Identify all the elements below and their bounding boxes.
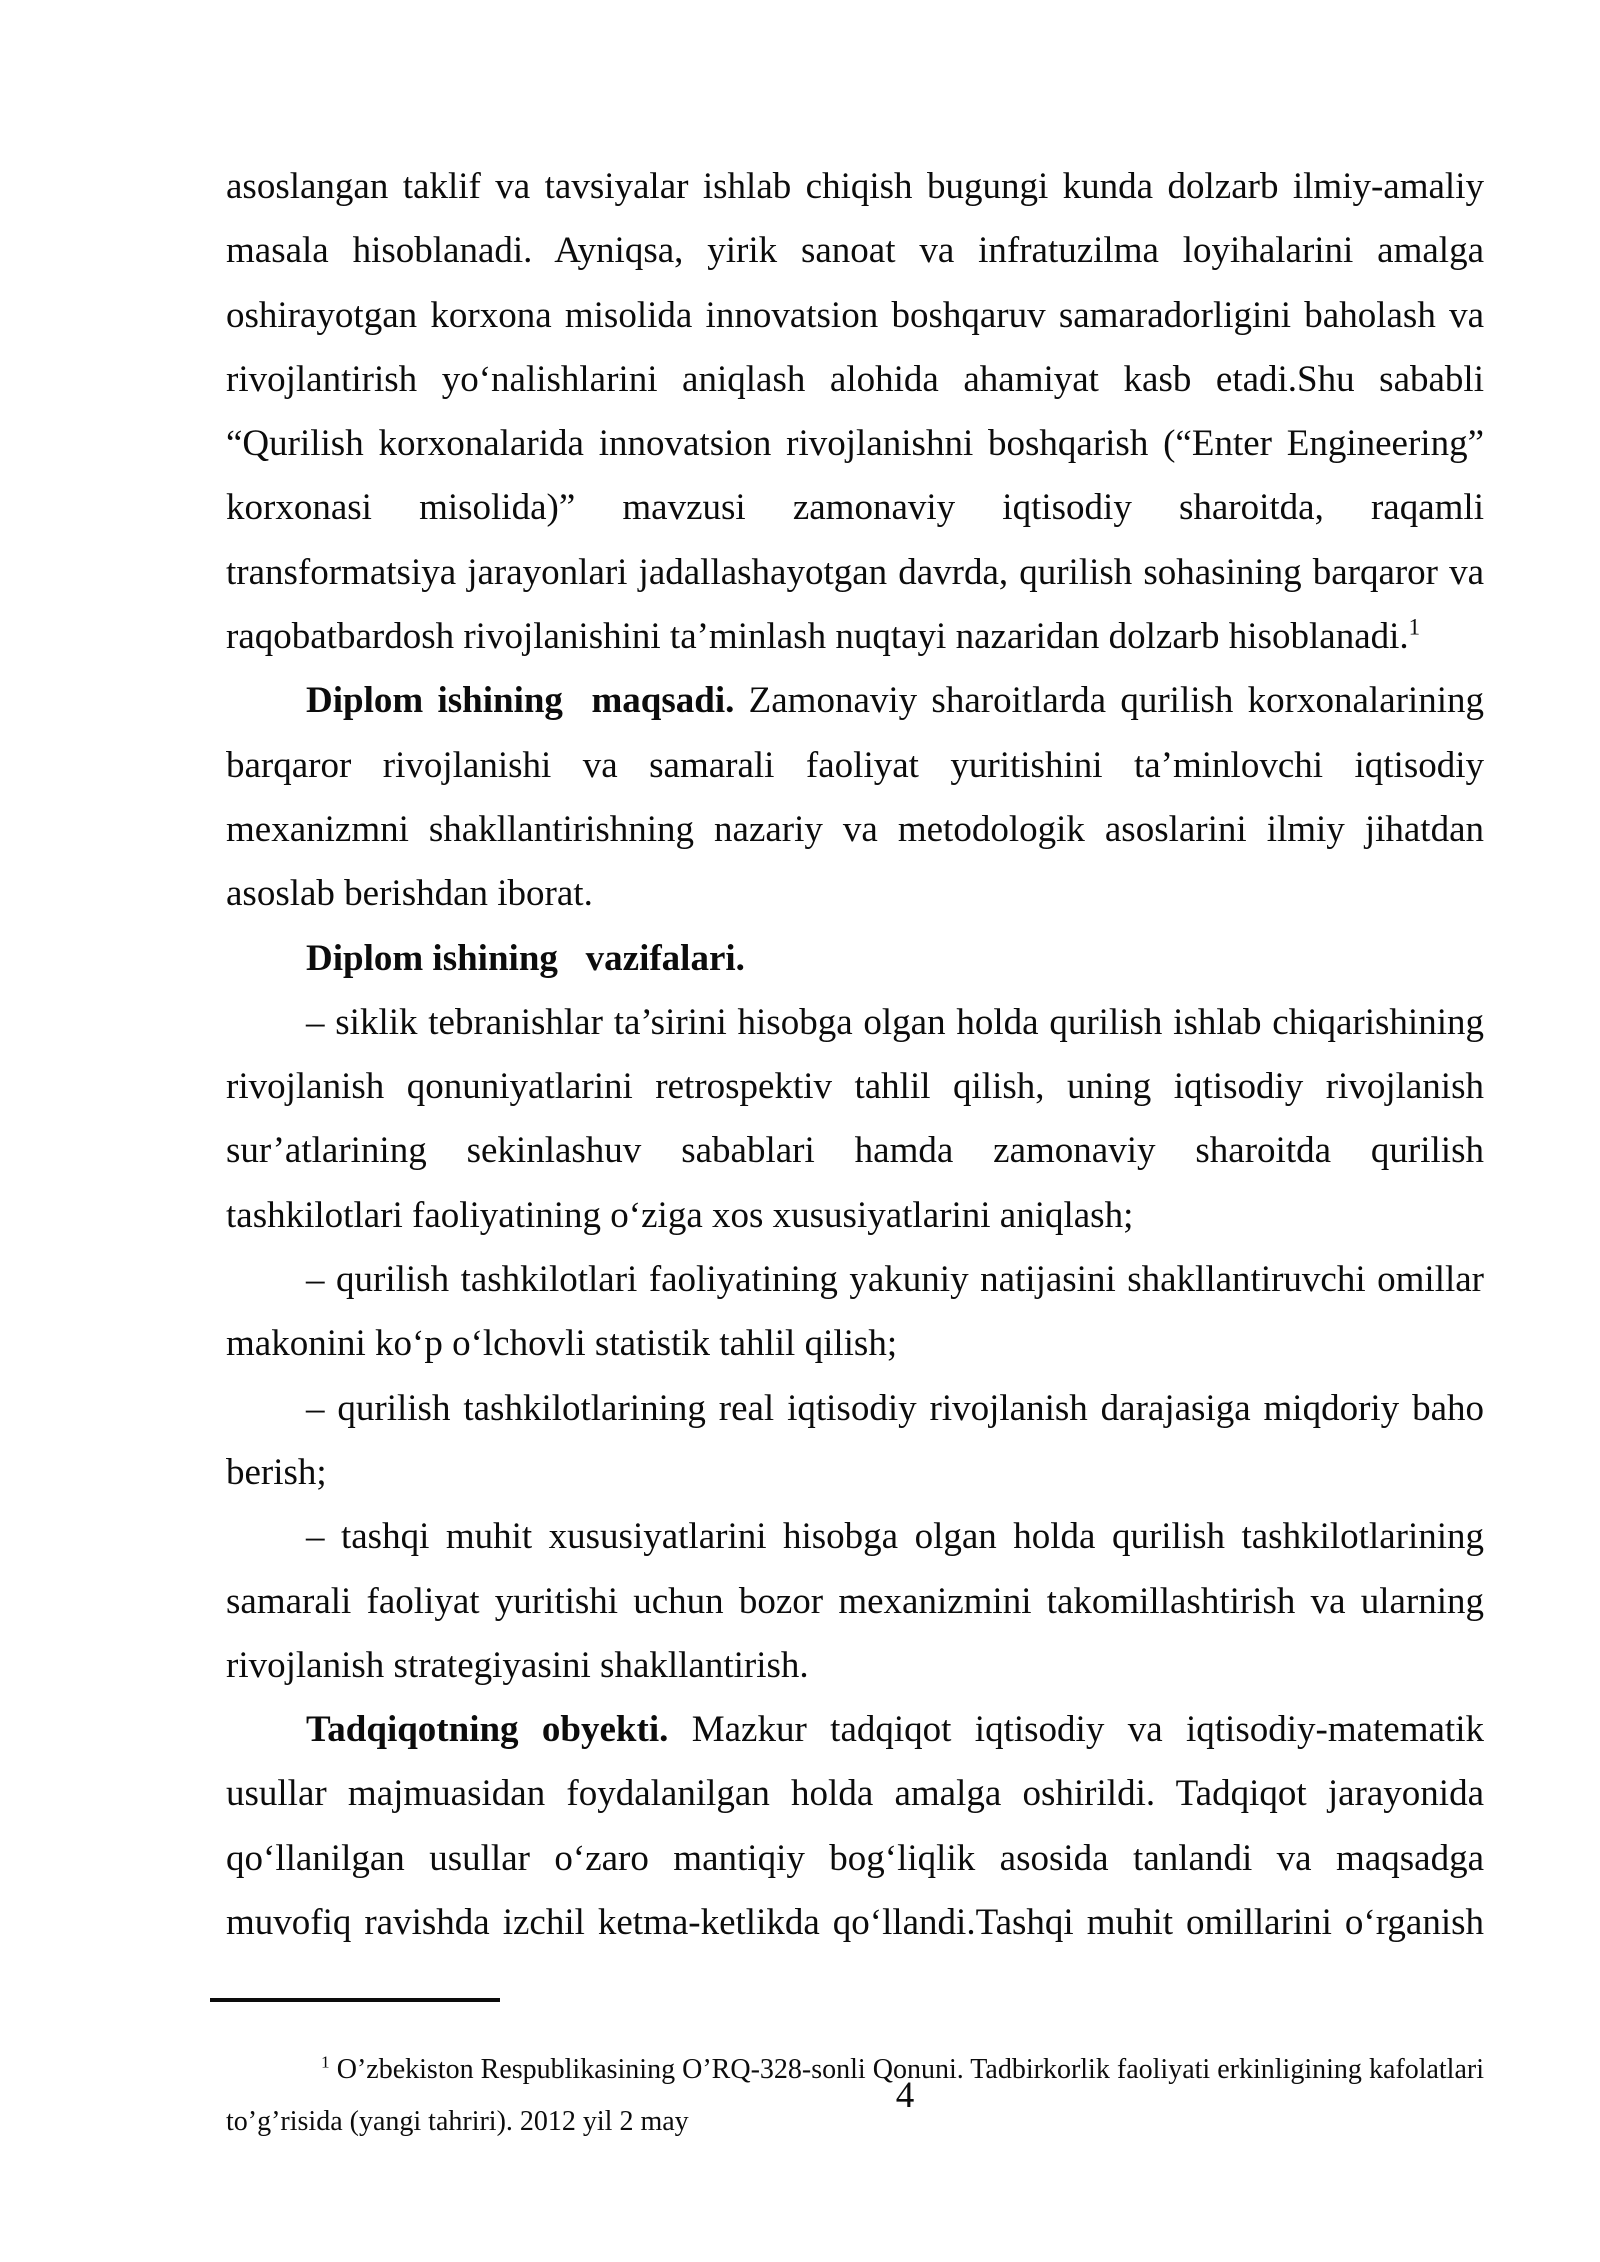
heading-vazifalari: Diplom ishining vazifalari.: [306, 937, 745, 979]
paragraph-text: – tashqi muhit xususiyatlarini hisobga olgan holda qurilish tashkilotlarining samarali faoliyat yuritishi uchun bozor mexanizmini takomillashtirish va ularning rivojlanish strategiyasini shakllantirish.: [226, 1516, 1484, 1686]
paragraph-text: – siklik tebranishlar ta’sirini hisobga olgan holda qurilish ishlab chiqarishining rivojlanish qonuniyatlarini retrospektiv tahlil qilish, uning iqtisodiy rivojlanish sur’atlarining sekinlashuv sabablari hamda zamonaviy sharoitda qurilish tashkilotlari faoliyatining o‘ziga xos xususiyatlarini aniqlash;: [226, 1001, 1484, 1236]
list-item-3: [226, 1377, 1484, 1506]
body-text: [226, 155, 1484, 1955]
paragraph-text: Mazkur tadqiqot iqtisodiy va iqtisodiy-matematik usullar majmuasidan foydalanilgan holda amalga oshirildi. Tadqiqot jarayonida qo‘llanilgan usullar o‘zaro mantiqiy bog‘liqlik asosida tanlandi va maqsadga muvofiq ravishda izchil ketma-ketlikda qo‘llandi.Tashqi muhit omillarini o‘rganish: [226, 1709, 1484, 1944]
paragraph-text: – qurilish tashkilotlarining real iqtisodiy rivojlanish darajasiga miqdoriy baho berish;: [226, 1387, 1484, 1493]
paragraph-text: – qurilish tashkilotlari faoliyatining yakuniy natijasini shakllantiruvchi omillar makonini ko‘p o‘lchovli statistik tahlil qilish;: [226, 1259, 1484, 1365]
paragraph-vazifalari-heading: [226, 927, 1484, 991]
list-item-1: [226, 991, 1484, 1248]
heading-obyekti: Tadqiqotning obyekti.: [306, 1709, 669, 1751]
paragraph-maqsadi: [226, 669, 1484, 926]
footnote-marker: 1: [321, 2052, 330, 2072]
paragraph-text: Zamonaviy sharoitlarda qurilish korxonalarining barqaror rivojlanishi va samarali faoliyat yuritishini ta’minlovchi iqtisodiy mexanizmni shakllantirishning nazariy va metodologik asoslarini ilmiy jihatdan asoslab berishdan iborat.: [226, 680, 1484, 915]
heading-maqsadi: Diplom ishining maqsadi.: [306, 680, 735, 722]
paragraph-intro: [226, 155, 1484, 669]
paragraph-obyekti: [226, 1698, 1484, 1955]
paragraph-text: asoslangan taklif va tavsiyalar ishlab chiqish bugungi kunda dolzarb ilmiy-amaliy masala hisoblanadi. Ayniqsa, yirik sanoat va infratuzilma loyihalarini amalga oshirayotgan korxona misolida innovatsion boshqaruv samaradorligini baholash va rivojlantirish yo‘nalishlarini aniqlash alohida ahamiyat kasb etadi.Shu sababli “Qurilish korxonalarida innovatsion rivojlanishni boshqarish (“Enter Engineering” korxonasi misolida)” mavzusi zamonaviy iqtisodiy sharoitda, raqamli transformatsiya jarayonlari jadallashayotgan davrda, qurilish sohasining barqaror va raqobatbardosh rivojlanishini ta’minlash nuqtayi nazaridan dolzarb hisoblanadi.: [226, 166, 1484, 658]
footnote-separator-line: [210, 1998, 500, 2002]
footnote-text: O’zbekiston Respublikasining O’RQ-328-sonli Qonuni. Tadbirkorlik faoliyati erkinligining kafolatlari to’g’risida (yangi tahriri). 2012 yil 2 may: [226, 2054, 1484, 2137]
page-number: 4: [895, 2075, 915, 2116]
footnote-reference: 1: [1408, 614, 1421, 640]
list-item-2: [226, 1248, 1484, 1377]
list-item-4: [226, 1505, 1484, 1698]
